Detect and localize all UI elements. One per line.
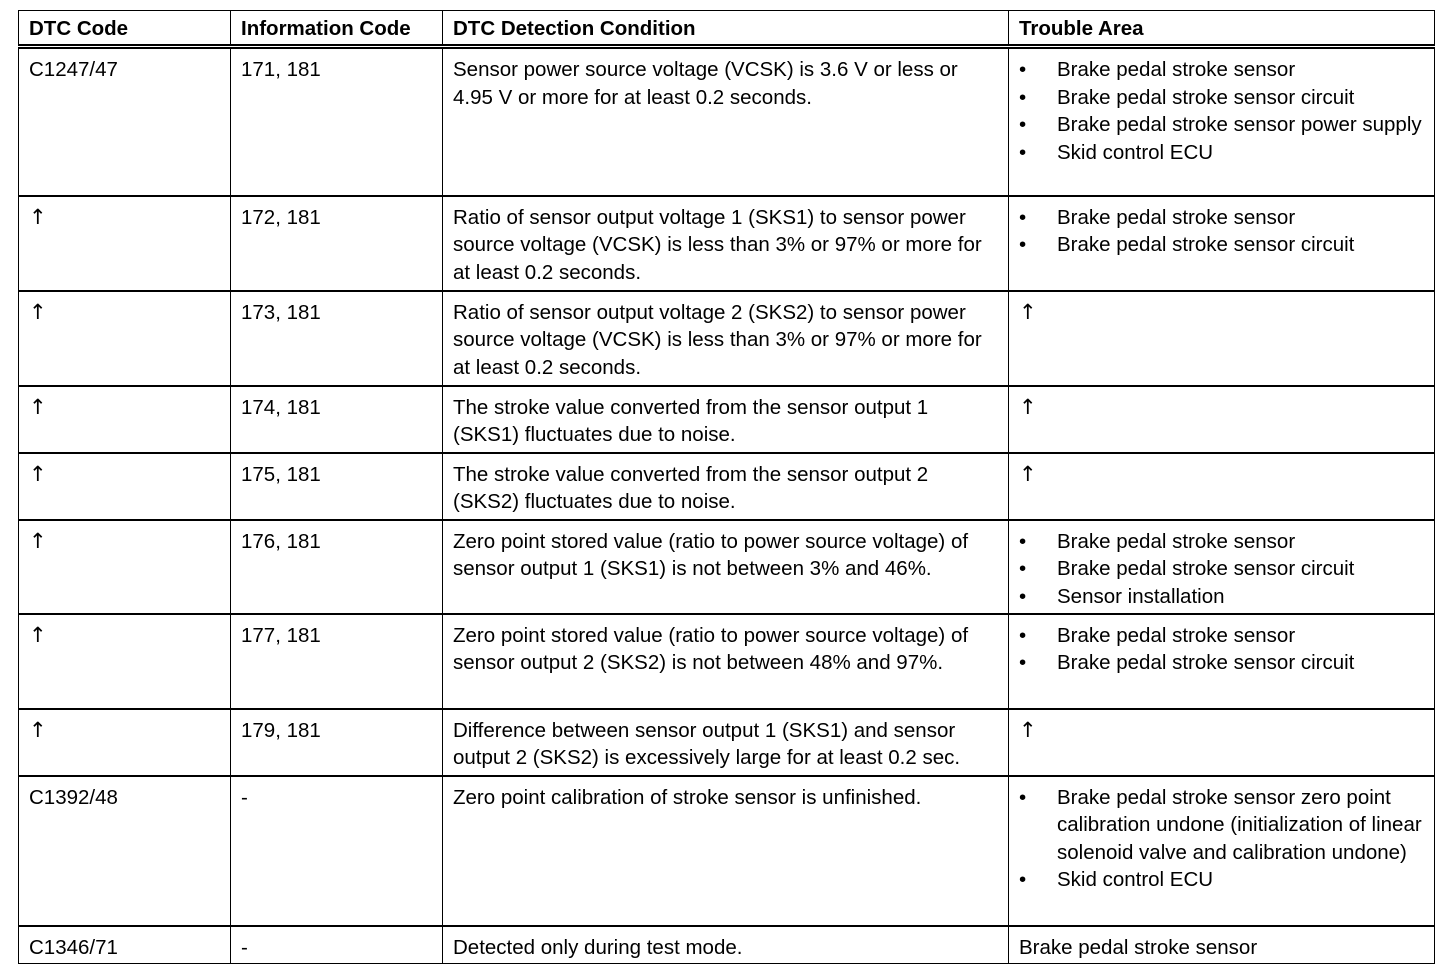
info-code-cell: 176, 181 [231,520,443,614]
ditto-arrow: ↑ [19,709,231,776]
dtc-code-cell: C1346/71 [19,926,231,964]
ditto-arrow: ↑ [19,453,231,520]
list-item: • Skid control ECU [1019,139,1424,167]
condition-cell: Detected only during test mode. [443,926,1009,964]
info-code-cell: - [231,926,443,964]
table-row [19,386,1435,453]
list-item: • Sensor installation [1019,583,1424,611]
ditto-arrow: ↑ [1009,453,1435,520]
table-row [19,614,1435,709]
header-detection-condition: DTC Detection Condition [443,11,1009,47]
condition-cell: The stroke value converted from the sensor output 1 (SKS1) fluctuates due to noise. [443,386,1009,453]
list-item: • Brake pedal stroke sensor [1019,204,1424,232]
table-row [19,196,1435,291]
dtc-code-cell: C1247/47 [19,47,231,196]
condition-cell: The stroke value converted from the sensor output 2 (SKS2) fluctuates due to noise. [443,453,1009,520]
table-header-row [19,11,1435,47]
table-row [19,453,1435,520]
trouble-area-list [1019,204,1424,259]
info-code-cell: 171, 181 [231,47,443,196]
ditto-arrow: ↑ [1009,386,1435,453]
condition-cell: Difference between sensor output 1 (SKS1) and sensor output 2 (SKS2) is excessively large for at least 0.2 sec. [443,709,1009,776]
table-row [19,47,1435,196]
table-row [19,926,1435,964]
info-code-cell: 175, 181 [231,453,443,520]
ditto-arrow: ↑ [19,386,231,453]
list-item: • Brake pedal stroke sensor [1019,528,1424,556]
table-row [19,291,1435,386]
header-trouble-area: Trouble Area [1009,11,1435,47]
condition-cell: Zero point calibration of stroke sensor is unfinished. [443,776,1009,926]
list-item: • Brake pedal stroke sensor [1019,56,1424,84]
info-code-cell: 172, 181 [231,196,443,291]
ditto-arrow: ↑ [19,291,231,386]
trouble-area-cell: Brake pedal stroke sensor [1009,926,1435,964]
trouble-area-list [1019,528,1424,611]
trouble-area-cell [1009,520,1435,614]
table-row [19,520,1435,614]
list-item: • Brake pedal stroke sensor circuit [1019,84,1424,112]
list-item: • Brake pedal stroke sensor [1019,622,1424,650]
condition-cell: Ratio of sensor output voltage 2 (SKS2) to sensor power source voltage (VCSK) is less than 3% or 97% or more for at least 0.2 seconds. [443,291,1009,386]
ditto-arrow: ↑ [19,196,231,291]
condition-cell: Sensor power source voltage (VCSK) is 3.6 V or less or 4.95 V or more for at least 0.2 seconds. [443,47,1009,196]
ditto-arrow: ↑ [19,520,231,614]
ditto-arrow: ↑ [1009,709,1435,776]
condition-cell: Ratio of sensor output voltage 1 (SKS1) to sensor power source voltage (VCSK) is less than 3% or 97% or more for at least 0.2 seconds. [443,196,1009,291]
info-code-cell: - [231,776,443,926]
condition-cell: Zero point stored value (ratio to power source voltage) of sensor output 1 (SKS1) is not between 3% and 46%. [443,520,1009,614]
dtc-table [18,10,1435,964]
ditto-arrow: ↑ [19,614,231,709]
list-item: • Brake pedal stroke sensor power supply [1019,111,1424,139]
info-code-cell: 173, 181 [231,291,443,386]
info-code-cell: 177, 181 [231,614,443,709]
info-code-cell: 174, 181 [231,386,443,453]
list-item: • Skid control ECU [1019,866,1424,894]
trouble-area-cell [1009,614,1435,709]
info-code-cell: 179, 181 [231,709,443,776]
trouble-area-list [1019,622,1424,677]
trouble-area-list [1019,784,1424,894]
ditto-arrow: ↑ [1009,291,1435,386]
trouble-area-list [1019,56,1424,166]
table-row [19,776,1435,926]
table-row [19,709,1435,776]
header-information-code: Information Code [231,11,443,47]
trouble-area-cell [1009,196,1435,291]
condition-cell: Zero point stored value (ratio to power source voltage) of sensor output 2 (SKS2) is not between 48% and 97%. [443,614,1009,709]
dtc-code-cell: C1392/48 [19,776,231,926]
header-dtc-code: DTC Code [19,11,231,47]
list-item: • Brake pedal stroke sensor circuit [1019,231,1424,259]
list-item: • Brake pedal stroke sensor zero point calibration undone (initialization of linear solenoid valve and calibration undone) [1019,784,1424,867]
list-item: • Brake pedal stroke sensor circuit [1019,649,1424,677]
trouble-area-cell [1009,47,1435,196]
trouble-area-cell [1009,776,1435,926]
list-item: • Brake pedal stroke sensor circuit [1019,555,1424,583]
